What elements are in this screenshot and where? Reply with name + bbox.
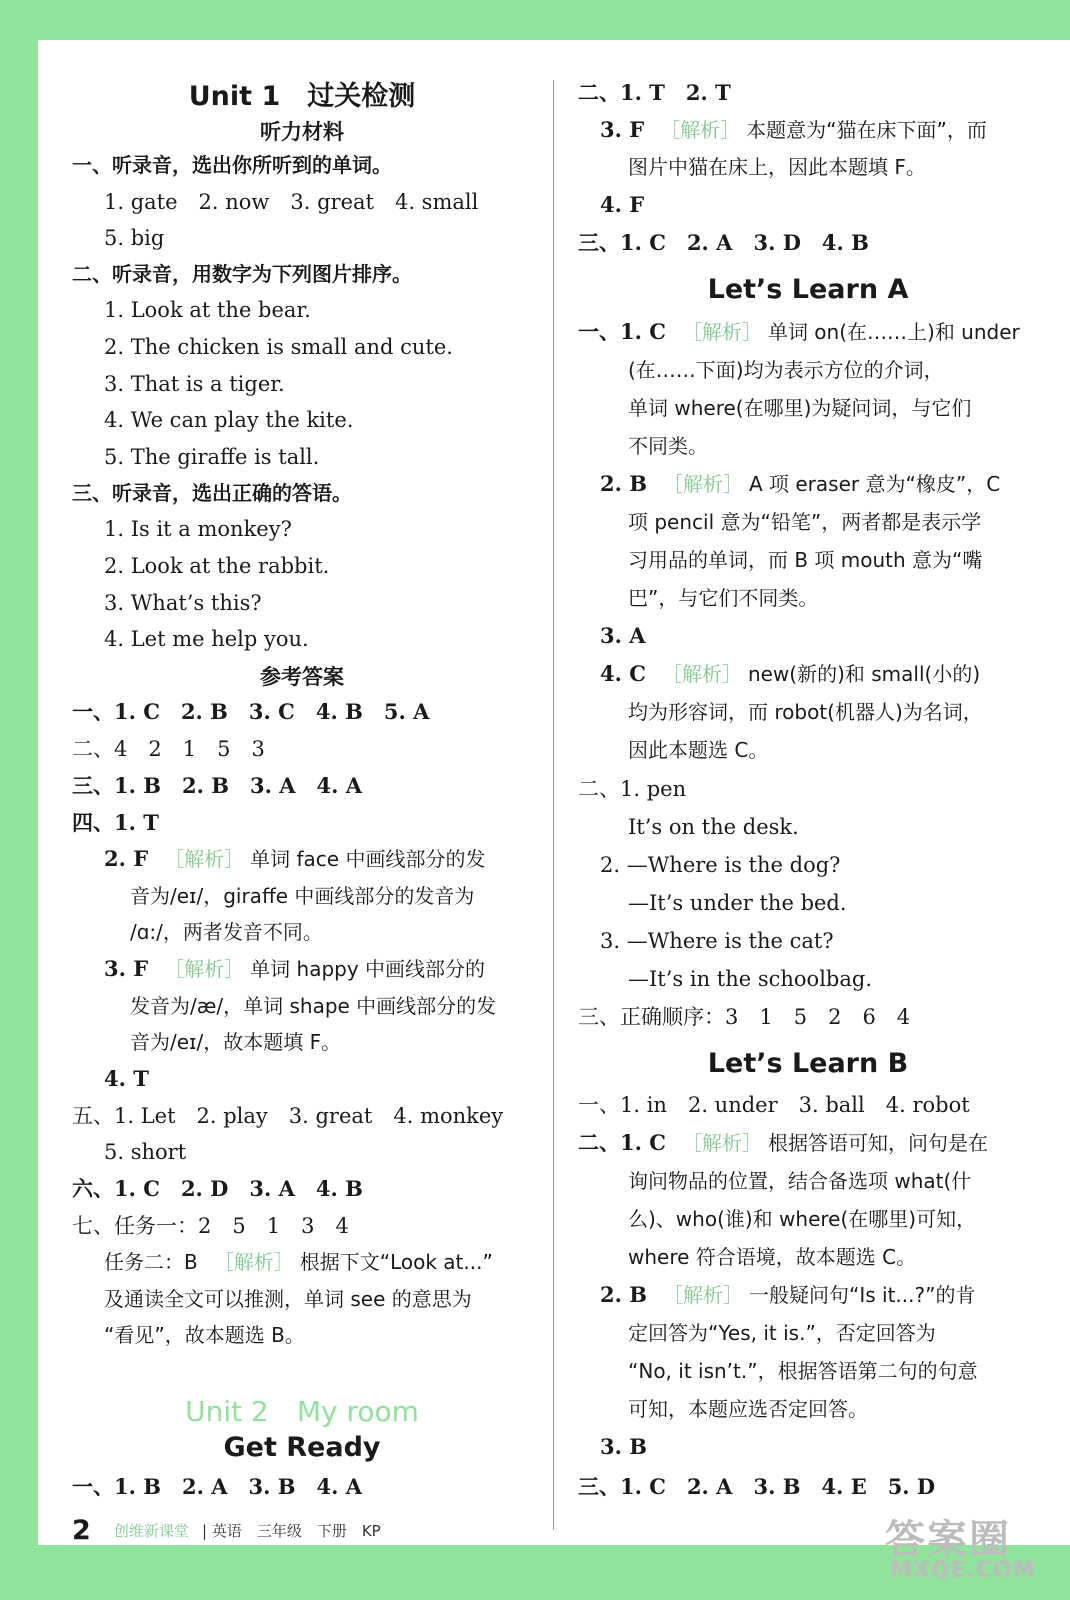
answer-number: 2. F	[104, 846, 149, 871]
analysis-text: 及通读全文可以推测，单词 see 的意思为	[104, 1287, 472, 1311]
list-item: 4. Let me help you.	[104, 627, 309, 651]
analysis-text: 图片中猫在床上，因此本题填 F。	[628, 155, 926, 179]
answer-number: 3. F	[600, 117, 645, 142]
analysis-text: 本题意为“猫在床下面”，而	[746, 118, 987, 142]
analysis-text: 可知，本题应选否定回答。	[628, 1397, 868, 1421]
analysis-text: 询问物品的位置，结合备选项 what(什	[628, 1169, 972, 1193]
answer-with-analysis	[578, 1128, 988, 1158]
analysis-text: 单词 face 中画线部分的发	[250, 847, 486, 871]
analysis-text: 么)、who(谁)和 where(在哪里)可知，	[628, 1207, 977, 1231]
analysis-text: new(新的)和 small(小的)	[747, 662, 981, 686]
answer-line: 一、1. in 2. under 3. ball 4. robot	[578, 1093, 970, 1117]
answer-number: 二、1. C	[578, 1130, 666, 1155]
analysis-text: 单词 happy 中画线部分的	[250, 957, 486, 981]
answer-line: 三、正确顺序：3 1 5 2 6 4	[578, 1005, 911, 1029]
analysis-text: 音为/eɪ/，giraffe 中画线部分的发音为	[130, 884, 475, 908]
answer-line: 三、1. B 2. B 3. A 4. A	[72, 773, 363, 798]
subject-info: | 英语 三年级 下册 KP	[202, 1522, 381, 1540]
analysis-text: 项 pencil 意为“铅笔”，两者都是表示学	[628, 510, 982, 534]
analysis-tag: ［解析］	[662, 472, 743, 496]
answer-line: —It’s under the bed.	[628, 891, 847, 915]
answer-with-analysis	[600, 659, 980, 689]
watermark-url: MXQE.COM	[890, 1558, 1036, 1583]
list-item: 2. The chicken is small and cute.	[104, 335, 453, 359]
analysis-text: 单词 on(在……上)和 under	[767, 320, 1020, 344]
answer-number: 任务二：B	[104, 1250, 198, 1274]
analysis-tag: ［解析］	[681, 320, 762, 344]
analysis-text: 发音为/æ/，单词 shape 中画线部分的发	[130, 994, 497, 1018]
get-ready-heading: Get Ready	[223, 1432, 381, 1463]
answer-line: 3. —Where is the cat?	[600, 929, 834, 953]
list-item: 1. Look at the bear.	[104, 298, 311, 322]
answer-line: 二、1. T 2. T	[578, 80, 731, 105]
answer-number: 4. C	[600, 661, 646, 686]
answer-with-analysis	[104, 954, 485, 984]
decorative-wave-border	[0, 0, 1070, 58]
answer-line: 4. T	[104, 1066, 149, 1091]
analysis-tag: ［解析］	[164, 957, 245, 981]
answer-line: 四、1. T	[72, 810, 159, 835]
answer-number: 2. B	[600, 471, 647, 496]
analysis-text: 音为/eɪ/，故本题填 F。	[130, 1030, 342, 1054]
analysis-tag: ［解析］	[164, 847, 245, 871]
lets-learn-b-heading: Let’s Learn B	[707, 1048, 909, 1079]
section-3-heading: 三、听录音，选出正确的答语。	[72, 481, 352, 505]
watermark-text: 答案圈	[885, 1517, 1011, 1563]
unit1-title: Unit 1 过关检测	[188, 81, 416, 112]
analysis-tag: ［解析］	[681, 1131, 762, 1155]
answer-line: 三、1. C 2. A 3. B 4. E 5. D	[578, 1474, 936, 1499]
page-number: 2	[72, 1515, 91, 1546]
analysis-text: 单词 where(在哪里)为疑问词，与它们	[628, 396, 972, 420]
answer-with-analysis	[600, 469, 1000, 499]
analysis-text: 定回答为“Yes, it is.”，否定回答为	[628, 1321, 936, 1345]
page-footer	[72, 1515, 381, 1545]
analysis-text: /ɑ:/，两者发音不同。	[130, 920, 323, 944]
list-item: 3. What’s this?	[104, 591, 262, 615]
list-item: 5. The giraffe is tall.	[104, 445, 320, 469]
listening-material-heading: 听力材料	[260, 120, 344, 144]
answer-with-analysis	[578, 317, 1020, 347]
analysis-text: “看见”，故本题选 B。	[104, 1323, 305, 1347]
analysis-text: 不同类。	[628, 434, 708, 458]
lets-learn-a-heading: Let’s Learn A	[707, 274, 909, 305]
answer-line: 六、1. C 2. D 3. A 4. B	[72, 1176, 363, 1201]
answer-line: 2. —Where is the dog?	[600, 853, 841, 877]
analysis-text: 习用品的单词，而 B 项 mouth 意为“嘴	[628, 548, 983, 572]
list-item: 1. Is it a monkey?	[104, 517, 292, 541]
analysis-text: “No, it isn’t.”，根据答语第二句的句意	[628, 1359, 978, 1383]
answer-line: 3. A	[600, 623, 646, 648]
answer-line: 五、1. Let 2. play 3. great 4. monkey	[72, 1104, 504, 1128]
analysis-tag: ［解析］	[661, 662, 742, 686]
answer-with-analysis	[104, 844, 485, 874]
section-1-words-2: 5. big	[104, 226, 165, 250]
analysis-text: A 项 eraser 意为“橡皮”，C	[748, 472, 1001, 496]
analysis-text: 根据答语可知，问句是在	[767, 1131, 988, 1155]
analysis-text: 均为形容词，而 robot(机器人)为名词，	[628, 700, 983, 724]
answer-number: 3. F	[104, 956, 149, 981]
reference-answers-heading: 参考答案	[260, 665, 344, 689]
list-item: 4. We can play the kite.	[104, 408, 354, 432]
answer-number: 2. B	[600, 1282, 647, 1307]
answer-line: 七、任务一：2 5 1 3 4	[72, 1214, 349, 1238]
answer-line: 3. B	[600, 1434, 647, 1459]
column-divider	[553, 80, 554, 1530]
analysis-text: 因此本题选 C。	[628, 738, 769, 762]
answer-with-analysis	[600, 1280, 975, 1310]
section-1-words: 1. gate 2. now 3. great 4. small	[104, 190, 479, 214]
analysis-text: 巴”，与它们不同类。	[628, 586, 819, 610]
answer-line: 三、1. C 2. A 3. D 4. B	[578, 230, 869, 255]
watermark	[880, 1510, 1060, 1590]
unit2-title: Unit 2 My room	[185, 1395, 419, 1428]
analysis-text: where 符合语境，故本题选 C。	[628, 1245, 917, 1269]
brand-name: 创维新课堂	[113, 1522, 189, 1540]
answer-line: 一、1. B 2. A 3. B 4. A	[72, 1474, 363, 1499]
list-item: 2. Look at the rabbit.	[104, 554, 330, 578]
answer-line: 二、4 2 1 5 3	[72, 737, 265, 761]
analysis-text: (在……下面)均为表示方位的介词，	[628, 358, 944, 382]
answer-with-analysis	[600, 115, 987, 145]
section-1-heading: 一、听录音，选出你所听到的单词。	[72, 153, 392, 177]
answer-line: 4. F	[600, 192, 645, 217]
answer-line: 一、1. C 2. B 3. C 4. B 5. A	[72, 699, 430, 724]
answer-number: 一、1. C	[578, 319, 666, 344]
analysis-text: 一般疑问句“Is it...?”的肯	[748, 1283, 976, 1307]
answer-with-analysis	[104, 1247, 493, 1277]
list-item: 3. That is a tiger.	[104, 372, 285, 396]
answer-line: —It’s in the schoolbag.	[628, 967, 872, 991]
analysis-tag: ［解析］	[660, 118, 741, 142]
section-2-heading: 二、听录音，用数字为下列图片排序。	[72, 262, 412, 286]
answer-line: It’s on the desk.	[628, 815, 799, 839]
analysis-text: 根据下文“Look at...”	[299, 1250, 493, 1274]
answer-line: 二、1. pen	[578, 777, 687, 801]
answer-line: 5. short	[104, 1140, 187, 1164]
analysis-tag: ［解析］	[213, 1250, 294, 1274]
analysis-tag: ［解析］	[662, 1283, 743, 1307]
